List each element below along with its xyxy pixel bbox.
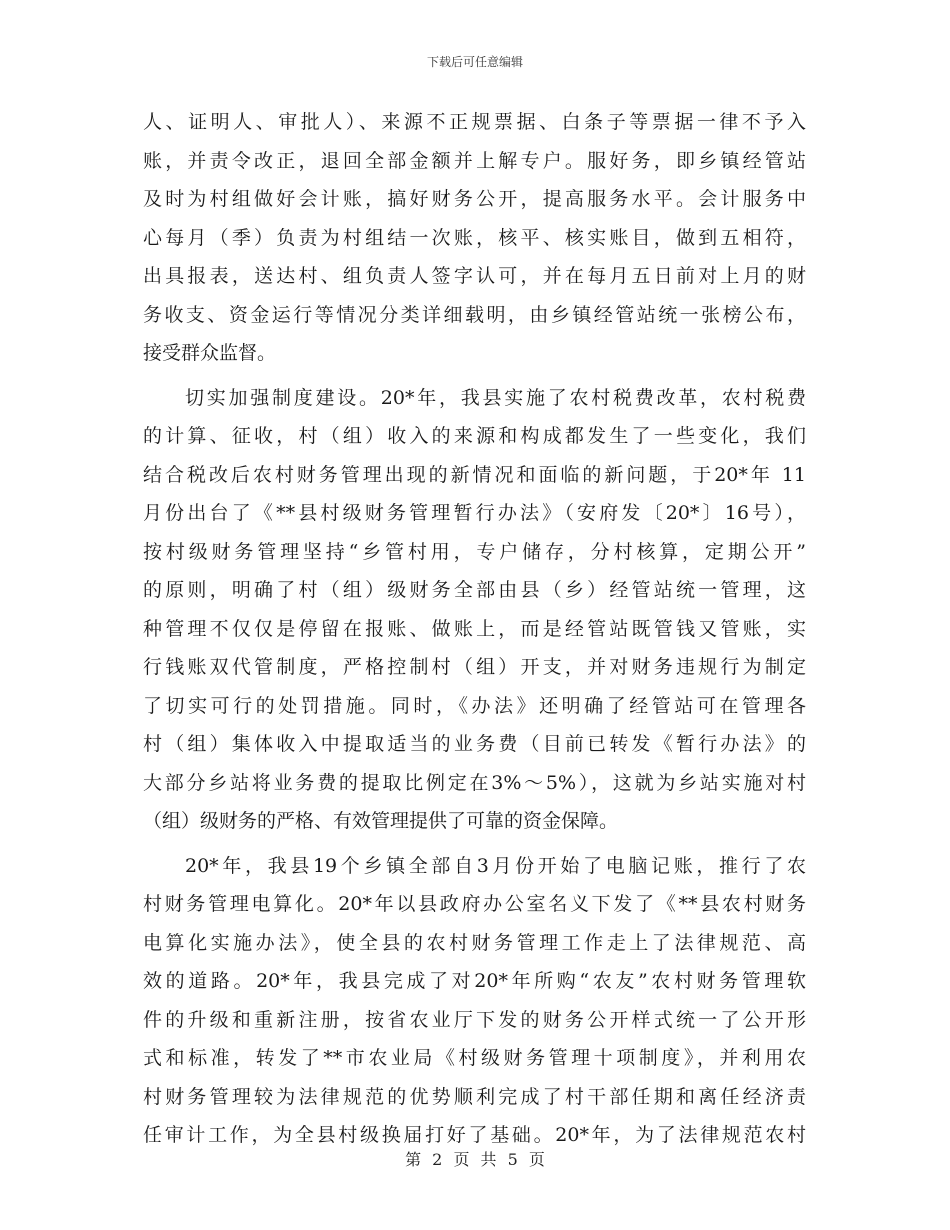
text-line: 的计算、征收，村（组）收入的来源和构成都发生了一些变化，我们 xyxy=(143,425,806,447)
text-line: （组）级财务的严格、有效管理提供了可靠的资金保障。 xyxy=(143,810,619,832)
text-line: 的原则，明确了村（组）级财务全部由县（乡）经管站统一管理，这 xyxy=(143,579,806,601)
text-line: 了切实可行的处罚措施。同时，《办法》还明确了经管站可在管理各 xyxy=(143,694,806,717)
text-line: 接受群众监督。 xyxy=(143,342,277,364)
text-line: 务收支、资金运行等情况分类详细载明，由乡镇经管站统一张榜公布， xyxy=(143,303,806,326)
paragraph-2 xyxy=(143,379,806,841)
text-line: 任审计工作，为全县村级换届打好了基础。20*年，为了法律规范农村 xyxy=(143,1124,806,1146)
text-line: 村（组）集体收入中提取适当的业务费（目前已转发《暂行办法》的 xyxy=(143,733,806,755)
text-line: 人、证明人、审批人）、来源不正规票据、白条子等票据一律不予入 xyxy=(143,111,806,133)
page-header: 下载后可任意编辑 xyxy=(426,55,523,69)
text-line: 20*年，我县19个乡镇全部自3月份开始了电脑记账，推行了农 xyxy=(185,854,806,877)
text-line: 按村级财务管理坚持“乡管村用，专户储存，分村核算，定期公开” xyxy=(143,540,806,563)
text-line: 心每月（季）负责为村组结一次账，核平、核实账目，做到五相符， xyxy=(143,226,806,249)
page-number-footer: 第 2 页 共 5 页 xyxy=(405,1150,545,1169)
paragraph-3 xyxy=(143,847,806,1155)
document-body xyxy=(143,103,806,1155)
text-line: 种管理不仅仅是停留在报账、做账上，而是经管站既管钱又管账，实 xyxy=(143,617,806,640)
text-line: 式和标准，转发了**市农业局《村级财务管理十项制度》，并利用农 xyxy=(143,1047,806,1069)
text-line: 及时为村组做好会计账，搞好财务公开，提高服务水平。会计服务中 xyxy=(143,188,806,210)
text-line: 出具报表，送达村、组负责人签字认可，并在每月五日前对上月的财 xyxy=(143,265,806,287)
text-line: 大部分乡站将业务费的提取比例定在3%～5%），这就为乡站实施对村 xyxy=(143,771,806,794)
text-line: 件的升级和重新注册，按省农业厅下发的财务公开样式统一了公开形 xyxy=(143,1008,806,1031)
text-line: 账，并责令改正，退回全部金额并上解专户。服好务，即乡镇经管站 xyxy=(143,149,806,172)
text-line: 行钱账双代管制度，严格控制村（组）开支，并对财务违规行为制定 xyxy=(143,656,806,678)
text-line: 村财务管理电算化。20*年以县政府办公室名义下发了《**县农村财务 xyxy=(143,893,806,915)
text-line: 电算化实施办法》，使全县的农村财务管理工作走上了法律规范、高 xyxy=(143,931,806,954)
text-line: 切实加强制度建设。20*年，我县实施了农村税费改革，农村税费 xyxy=(185,386,806,409)
text-line: 效的道路。20*年，我县完成了对20*年所购“农友”农村财务管理软 xyxy=(143,970,806,992)
text-line: 结合税改后农村财务管理出现的新情况和面临的新问题，于20*年 11 xyxy=(143,463,806,486)
text-line: 月份出台了《**县村级财务管理暂行办法》（安府发〔20*〕16号）， xyxy=(143,502,806,524)
paragraph-1 xyxy=(143,103,806,373)
text-line: 村财务管理较为法律规范的优势顺利完成了村干部任期和离任经济责 xyxy=(143,1085,806,1108)
